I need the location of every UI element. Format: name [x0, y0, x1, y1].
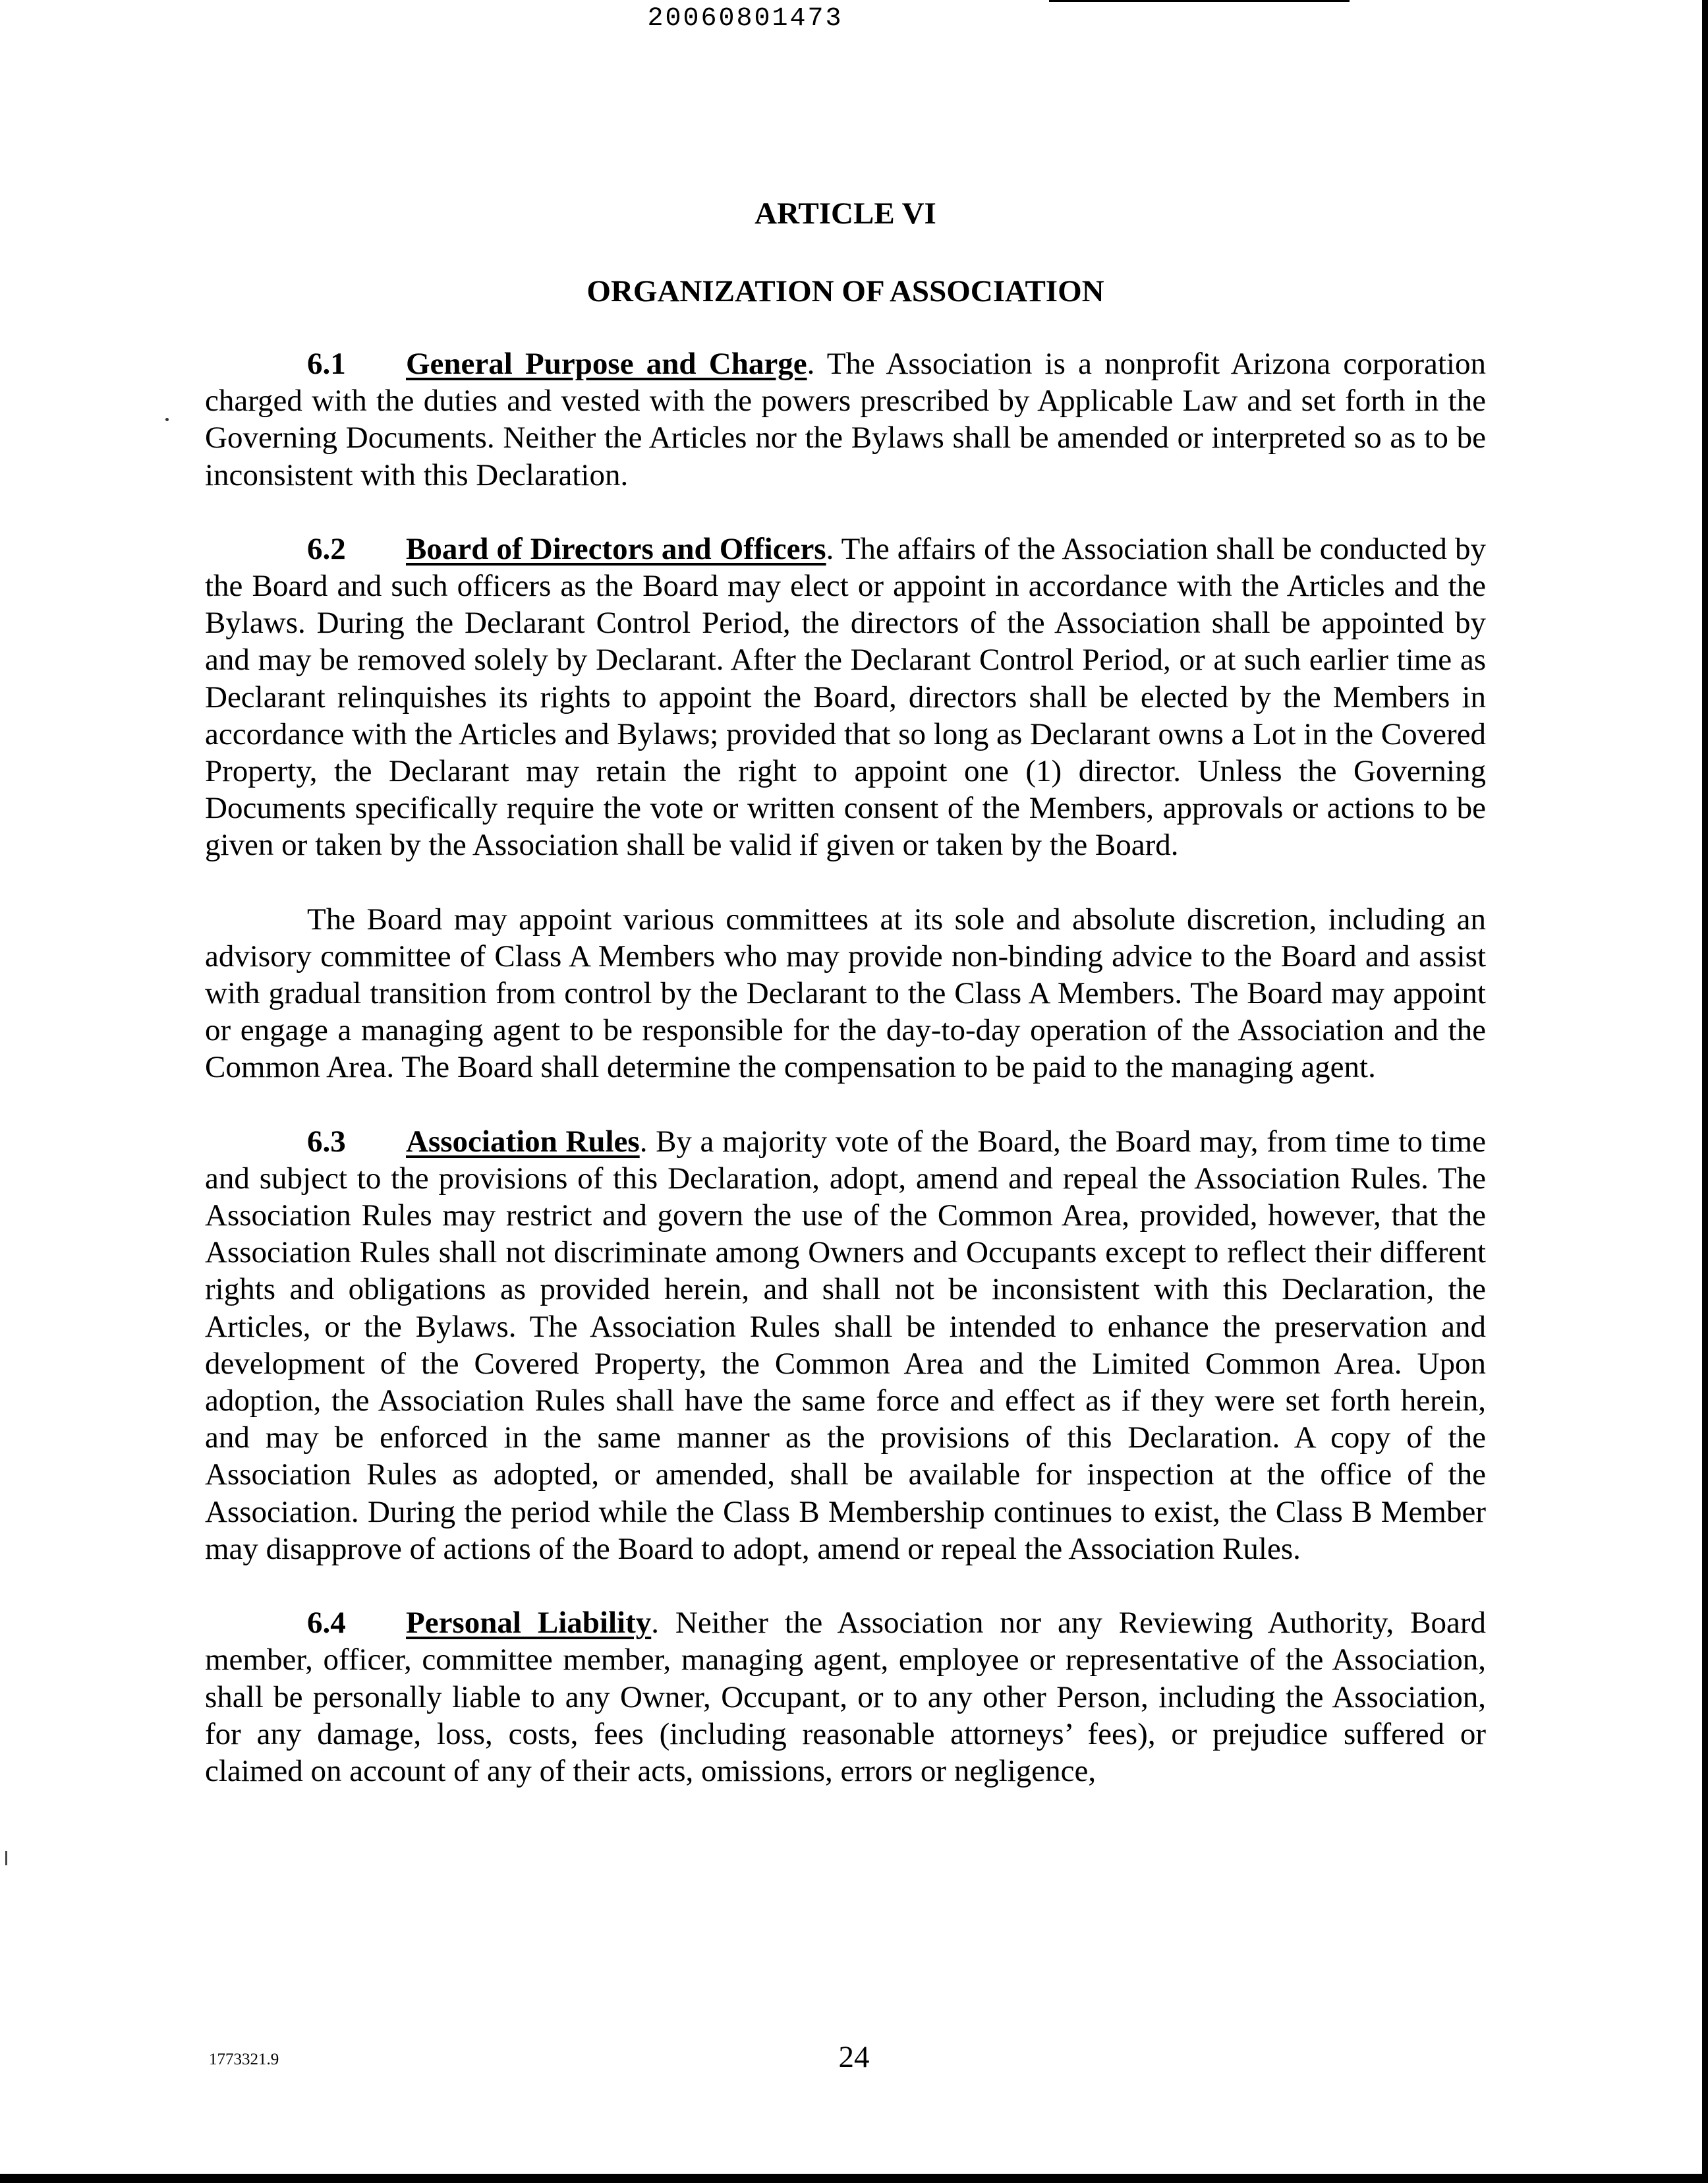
page-number: 24 [838, 2040, 870, 2074]
document-body [205, 195, 1486, 1826]
section-title: Association Rules [406, 1124, 640, 1159]
article-title: ORGANIZATION OF ASSOCIATION [586, 274, 1104, 308]
section-6-2 [205, 531, 1486, 864]
section-6-2-continued [205, 901, 1486, 1086]
section-number: 6.4 [307, 1606, 346, 1641]
section-6-4 [205, 1604, 1486, 1790]
scan-speck [165, 418, 169, 421]
section-6-1 [205, 345, 1486, 494]
section-body: . Neither the Association nor any Reviewing Authority, Board member, officer, committee member, managing agent, employee or representative of the Association, shall be personally liable to any Owner, Occupant, or to any other Person, including the Association, for any damage, loss, costs, fees (including reasonable attorneys’ fees), or prejudice suffered or claimed on account of any of their acts, omissions, errors or negligence, [205, 1606, 1486, 1788]
section-title: Personal Liability [406, 1606, 652, 1641]
section-body: The Board may appoint various committees at its sole and absolute discretion, including an advisory committee of Class A Members who may provide non-binding advice to the Board and assist with gradual transition from control by the Declarant to the Class A Members. The Board may appoint or engage a managing agent to be responsible for the day-to-day operation of the Association and the Common Area. The Board shall determine the compensation to be paid to the managing agent. [205, 902, 1486, 1085]
section-number: 6.1 [307, 347, 346, 381]
footer-document-number: 1773321.9 [209, 2051, 279, 2068]
scan-top-line [1049, 0, 1350, 2]
section-title: Board of Directors and Officers [406, 531, 826, 566]
section-body: . The affairs of the Association shall be conducted by the Board and such officers as the Board may elect or appoint in accordance with the Articles and the Bylaws. During the Declarant Control Period, the directors of the Association shall be appointed by and may be removed solely by Declarant. After the Declarant Control Period, or at such earlier time as Declarant relinquishes its rights to appoint the Board, directors shall be elected by the Members in accordance with the Articles and Bylaws; provided that so long as Declarant owns a Lot in the Covered Property, the Declarant may retain the right to appoint one (1) director. Unless the Governing Documents specifically require the vote or written consent of the Members, approvals or actions to be given or taken by the Association shall be valid if given or taken by the Board. [205, 531, 1486, 863]
section-body: . By a majority vote of the Board, the Board may, from time to time and subject to the provisions of this Declaration, adopt, amend and repeal the Association Rules. The Association Rules may restrict and govern the use of the Common Area, provided, however, that the Association Rules shall not discriminate among Owners and Occupants except to reflect their different rights and obligations as provided herein, and shall not be inconsistent with this Declaration, the Articles, or the Bylaws. The Association Rules shall be intended to enhance the preservation and development of the Covered Property, the Common Area and the Limited Common Area. Upon adoption, the Association Rules shall have the same force and effect as if they were set forth herein, and may be enforced in the same manner as the provisions of this Declaration. A copy of the Association Rules as adopted, or amended, shall be available for inspection at the office of the Association. During the period while the Class B Membership continues to exist, the Class B Member may disapprove of actions of the Board to adopt, amend or repeal the Association Rules. [205, 1124, 1486, 1566]
article-number: ARTICLE VI [754, 196, 936, 231]
scan-right-border [1702, 0, 1708, 2183]
section-body: . The Association is a nonprofit Arizona corporation charged with the duties and vested with the powers prescribed by Applicable Law and set forth in the Governing Documents. Neither the Articles nor the Bylaws shall be amended or interpreted so as to be inconsistent with this Declaration. [205, 347, 1486, 492]
recording-number: 20060801473 [647, 4, 843, 34]
section-number: 6.3 [307, 1124, 346, 1159]
scan-bottom-border [0, 2174, 1708, 2183]
section-number: 6.2 [307, 531, 346, 566]
section-title: General Purpose and Charge [406, 347, 807, 381]
scan-edge-mark [5, 1851, 7, 1865]
section-6-3 [205, 1123, 1486, 1567]
